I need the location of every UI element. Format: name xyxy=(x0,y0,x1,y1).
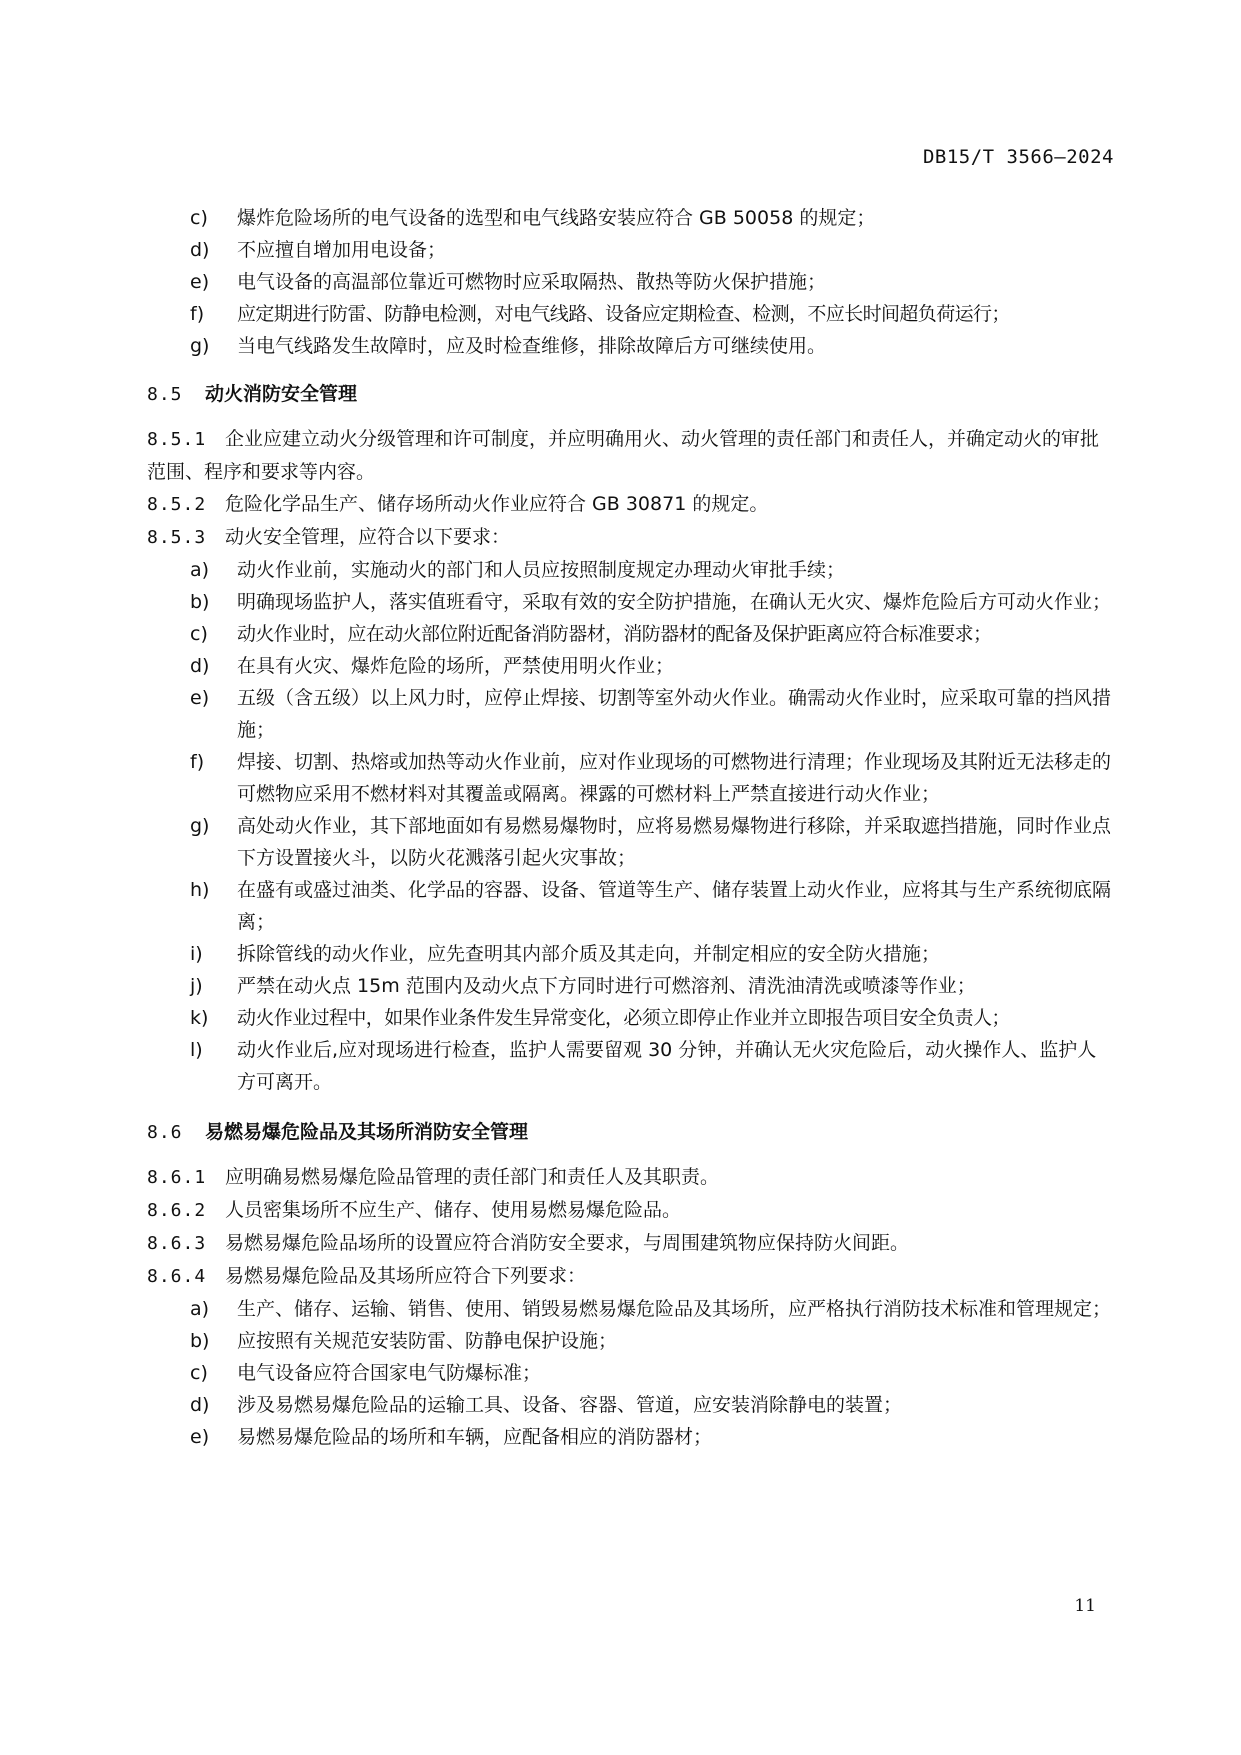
clause-8-6-3 xyxy=(147,1227,1114,1260)
list-marker: l) xyxy=(190,1039,203,1061)
list-marker: d) xyxy=(190,239,210,261)
clause-number: 8.5.2 xyxy=(147,494,207,515)
list-marker: c) xyxy=(190,1362,208,1384)
clause-text: 易燃易爆危险品及其场所应符合下列要求： xyxy=(225,1265,587,1287)
list-item-text: 应定期进行防雷、防静电检测，对电气线路、设备应定期检查、检测，不应长时间超负荷运行； xyxy=(237,303,1010,325)
list-item-text: 在盛有或盛过油类、化学品的容器、设备、管道等生产、储存装置上动火作业，应将其与生产系统彻底隔离； xyxy=(237,879,1112,933)
list-item-text: 应按照有关规范安装防雷、防静电保护设施； xyxy=(237,1330,618,1352)
list-marker: f) xyxy=(190,303,205,325)
clause-8-5-1 xyxy=(147,423,1114,488)
list-item xyxy=(147,266,1114,298)
list-marker: b) xyxy=(190,591,210,613)
clause-text: 应明确易燃易爆危险品管理的责任部门和责任人及其职责。 xyxy=(225,1166,720,1188)
list-marker: j) xyxy=(190,975,203,997)
list-item xyxy=(147,874,1114,938)
list-item xyxy=(147,650,1114,682)
list-marker: g) xyxy=(190,335,210,357)
list-marker: k) xyxy=(190,1007,209,1029)
list-item-text: 焊接、切割、热熔或加热等动火作业前，应对作业现场的可燃物进行清理；作业现场及其附近无法移走的可燃物应采用不燃材料对其覆盖或隔离。裸露的可燃材料上严禁直接进行动火作业； xyxy=(237,751,1112,805)
list-item xyxy=(147,298,1114,330)
clause-text: 易燃易爆危险品场所的设置应符合消防安全要求，与周围建筑物应保持防火间距。 xyxy=(225,1232,910,1254)
clause-number: 8.5.3 xyxy=(147,527,207,548)
list-marker: e) xyxy=(190,687,210,709)
list-item-text: 明确现场监护人，落实值班看守，采取有效的安全防护措施，在确认无火灾、爆炸危险后方可动火作业； xyxy=(237,591,1112,613)
list-marker: d) xyxy=(190,655,210,677)
clause-8-6-2 xyxy=(147,1194,1114,1227)
list-item xyxy=(147,1325,1114,1357)
list-item-text: 拆除管线的动火作业，应先查明其内部介质及其走向，并制定相应的安全防火措施； xyxy=(237,943,941,965)
list-item-text: 涉及易燃易爆危险品的运输工具、设备、容器、管道，应安装消除静电的装置； xyxy=(237,1394,903,1416)
list-item-text: 五级（含五级）以上风力时，应停止焊接、切割等室外动火作业。确需动火作业时，应采取可靠的挡风措施； xyxy=(237,687,1112,741)
section-heading-8-5 xyxy=(147,378,1114,411)
page-content xyxy=(147,202,1114,1453)
list-item xyxy=(147,938,1114,970)
list-item-text: 易燃易爆危险品的场所和车辆，应配备相应的消防器材； xyxy=(237,1426,713,1448)
section-heading-8-6 xyxy=(147,1116,1114,1149)
clause-number: 8.6.3 xyxy=(147,1233,207,1254)
list-item xyxy=(147,554,1114,586)
list-item-text: 严禁在动火点 15m 范围内及动火点下方同时进行可燃溶剂、清洗油清洗或喷漆等作业； xyxy=(237,975,976,997)
clause-number: 8.6.1 xyxy=(147,1167,207,1188)
list-marker: h) xyxy=(190,879,210,901)
list-marker: b) xyxy=(190,1330,210,1352)
clause-number: 8.6.4 xyxy=(147,1266,207,1287)
clause-text: 人员密集场所不应生产、储存、使用易燃易爆危险品。 xyxy=(225,1199,682,1221)
list-item-text: 动火作业前，实施动火的部门和人员应按照制度规定办理动火审批手续； xyxy=(237,559,846,581)
document-code-header: DB15/T 3566—2024 xyxy=(922,146,1114,168)
list-marker: i) xyxy=(190,943,203,965)
list-item xyxy=(147,746,1114,810)
clause-text: 危险化学品生产、储存场所动火作业应符合 GB 30871 的规定。 xyxy=(225,493,769,515)
list-marker: d) xyxy=(190,1394,210,1416)
list-item-text: 高处动火作业，其下部地面如有易燃易爆物时，应将易燃易爆物进行移除，并采取遮挡措施，同时作业点下方设置接火斗，以防火花溅落引起火灾事故； xyxy=(237,815,1112,869)
list-item xyxy=(147,1357,1114,1389)
list-item xyxy=(147,586,1114,618)
list-item xyxy=(147,682,1114,746)
list-item-text: 生产、储存、运输、销售、使用、销毁易燃易爆危险品及其场所，应严格执行消防技术标准和管理规定； xyxy=(237,1298,1112,1320)
list-item xyxy=(147,234,1114,266)
list-item-text: 电气设备应符合国家电气防爆标准； xyxy=(237,1362,542,1384)
clause-text: 动火安全管理，应符合以下要求： xyxy=(225,526,511,548)
list-marker: c) xyxy=(190,623,208,645)
clause-8-5-3 xyxy=(147,521,1114,554)
page-number: 11 xyxy=(1074,1596,1096,1616)
list-item-text: 不应擅自增加用电设备； xyxy=(237,239,447,261)
list-item-text: 电气设备的高温部位靠近可燃物时应采取隔热、散热等防火保护措施； xyxy=(237,271,827,293)
list-marker: f) xyxy=(190,751,205,773)
list-item-text: 动火作业时，应在动火部位附近配备消防器材，消防器材的配备及保护距离应符合标准要求； xyxy=(237,623,992,645)
list-item xyxy=(147,1034,1114,1098)
section-title: 动火消防安全管理 xyxy=(205,383,358,405)
list-item xyxy=(147,202,1114,234)
list-item xyxy=(147,1002,1114,1034)
clause-8-5-2 xyxy=(147,488,1114,521)
section-number: 8.5 xyxy=(147,384,183,405)
list-item xyxy=(147,810,1114,874)
list-item-text: 动火作业过程中，如果作业条件发生异常变化，必须立即停止作业并立即报告项目安全负责人； xyxy=(237,1007,1010,1029)
clause-number: 8.6.2 xyxy=(147,1200,207,1221)
list-item xyxy=(147,330,1114,362)
list-marker: e) xyxy=(190,271,210,293)
list-item-text: 动火作业后,应对现场进行检查，监护人需要留观 30 分钟，并确认无火灾危险后，动火操作人、监护人方可离开。 xyxy=(237,1039,1097,1093)
list-item xyxy=(147,1389,1114,1421)
list-item-text: 爆炸危险场所的电气设备的选型和电气线路安装应符合 GB 50058 的规定； xyxy=(237,207,876,229)
list-item xyxy=(147,970,1114,1002)
section-title: 易燃易爆危险品及其场所消防安全管理 xyxy=(205,1121,529,1143)
clause-8-6-1 xyxy=(147,1161,1114,1194)
section-number: 8.6 xyxy=(147,1122,183,1143)
list-item xyxy=(147,1421,1114,1453)
list-marker: g) xyxy=(190,815,210,837)
clause-8-6-4 xyxy=(147,1260,1114,1293)
list-marker: a) xyxy=(190,1298,210,1320)
list-item xyxy=(147,1293,1114,1325)
list-marker: c) xyxy=(190,207,208,229)
list-item-text: 在具有火灾、爆炸危险的场所，严禁使用明火作业； xyxy=(237,655,675,677)
list-marker: a) xyxy=(190,559,210,581)
list-item-text: 当电气线路发生故障时，应及时检查维修，排除故障后方可继续使用。 xyxy=(237,335,827,357)
list-item xyxy=(147,618,1114,650)
clause-number: 8.5.1 xyxy=(147,429,207,450)
list-marker: e) xyxy=(190,1426,210,1448)
clause-text: 企业应建立动火分级管理和许可制度，并应明确用火、动火管理的责任部门和责任人，并确定动火的审批范围、程序和要求等内容。 xyxy=(147,428,1100,483)
